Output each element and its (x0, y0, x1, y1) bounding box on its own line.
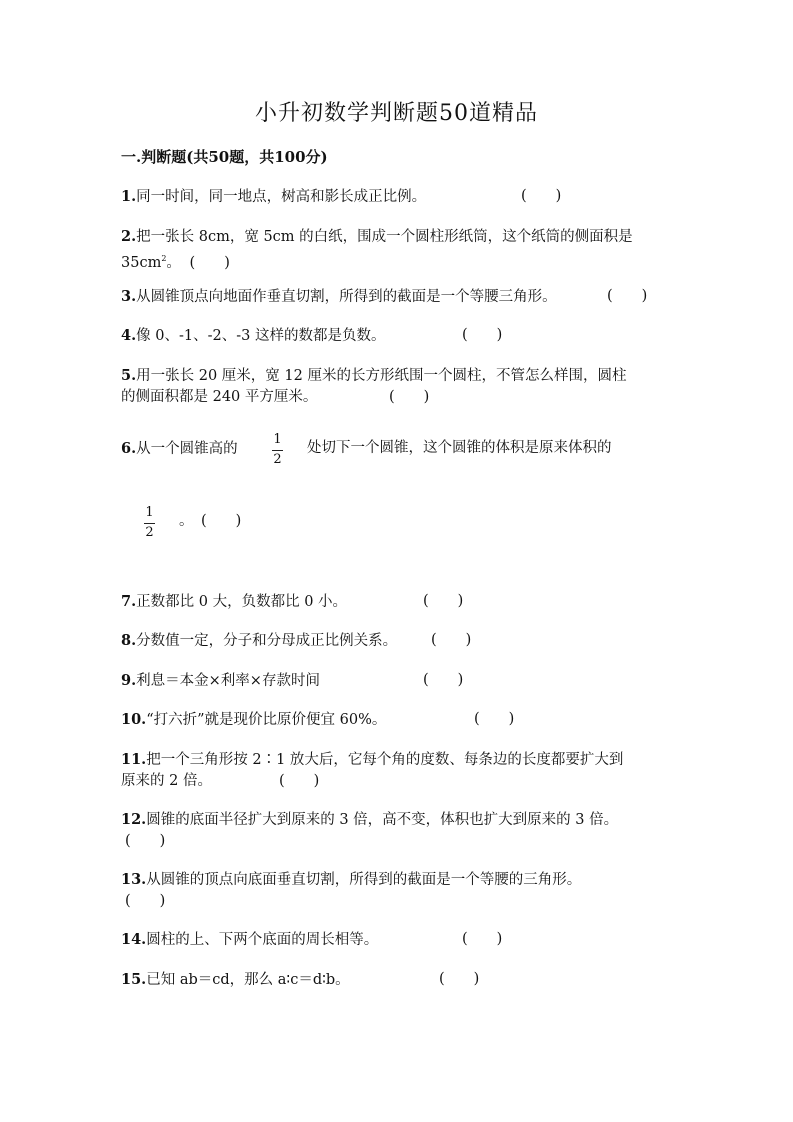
question-1 (121, 186, 681, 208)
question-text-line1: 把一张长 8cm，宽 5cm 的白纸，围成一个圆柱形纸筒，这个纸筒的侧面积是 (136, 229, 633, 245)
question-text-line2: 原来的 2 倍。 (121, 773, 212, 789)
answer-blank[interactable]: ( ) (423, 593, 464, 609)
answer-blank[interactable]: ( ) (389, 389, 430, 405)
question-9 (121, 670, 681, 692)
answer-blank[interactable]: ( ) (474, 711, 515, 727)
question-text: 像 0、-1、-2、-3 这样的数都是负数。 (136, 328, 386, 344)
question-7 (121, 591, 681, 613)
question-text: 同一时间，同一地点，树高和影长成正比例。 (136, 189, 427, 205)
question-number: 8. (121, 632, 137, 649)
question-3 (121, 286, 681, 308)
question-text-line2: 35cm (121, 254, 162, 271)
question-14 (121, 929, 681, 951)
question-12 (121, 809, 681, 852)
question-6 (121, 432, 681, 558)
answer-blank[interactable]: ( ) (462, 931, 503, 947)
superscript: 2 (161, 254, 167, 263)
fraction (272, 433, 283, 467)
question-number: 15. (121, 971, 147, 988)
question-number: 6. (121, 440, 137, 457)
section-title: 一.判断题(共50题，共100分) (121, 148, 328, 166)
answer-blank[interactable]: ( ) (439, 971, 480, 987)
answer-blank[interactable]: ( ) (431, 632, 472, 648)
question-number: 5. (121, 367, 137, 384)
fraction-bar (144, 523, 155, 524)
fraction-bar (272, 450, 283, 451)
question-13 (121, 869, 681, 912)
question-text-end: 。 (166, 254, 181, 271)
answer-blank[interactable]: ( ) (521, 188, 562, 204)
answer-blank[interactable]: ( ) (462, 327, 503, 343)
page-title: 小升初数学判断题50道精品 (255, 101, 538, 126)
question-number: 13. (121, 871, 147, 888)
question-number: 2. (121, 228, 137, 245)
question-number: 4. (121, 327, 137, 344)
question-number: 11. (121, 751, 147, 768)
answer-blank[interactable]: ( ) (423, 672, 464, 688)
question-text: 利息＝本金×利率×存款时间 (136, 673, 320, 689)
answer-blank[interactable]: ( ) (279, 773, 320, 789)
question-text-part2: 处切下一个圆锥，这个圆锥的体积是原来体积的 (307, 440, 612, 456)
answer-blank[interactable]: ( ) (125, 833, 166, 849)
question-text: “打六折”就是现价比原价便宜 60%。 (146, 712, 387, 728)
question-number: 3. (121, 288, 137, 305)
question-number: 14. (121, 931, 147, 948)
question-number: 12. (121, 811, 147, 828)
question-text: 正数都比 0 大，负数都比 0 小。 (136, 594, 348, 610)
answer-blank[interactable]: ( ) (189, 254, 230, 271)
fraction-denominator: 2 (145, 525, 154, 540)
question-text-line2: 的侧面积都是 240 平方厘米。 (121, 389, 318, 405)
fraction-numerator: 1 (273, 432, 282, 447)
question-text: 已知 ab＝cd，那么 a∶c＝d∶b。 (146, 972, 350, 988)
question-text: 圆柱的上、下两个底面的周长相等。 (146, 932, 379, 948)
question-text-line1: 从圆锥的顶点向底面垂直切割，所得到的截面是一个等腰的三角形。 (146, 872, 582, 888)
question-10 (121, 709, 681, 731)
question-text-end: 。 (179, 513, 194, 529)
fraction-numerator: 1 (145, 505, 154, 520)
question-8 (121, 630, 681, 652)
question-text: 分数值一定，分子和分母成正比例关系。 (136, 633, 398, 649)
question-text-line1: 圆锥的底面半径扩大到原来的 3 倍，高不变，体积也扩大到原来的 3 倍。 (146, 812, 619, 828)
question-2 (121, 226, 681, 274)
answer-blank[interactable]: ( ) (607, 288, 648, 304)
fraction-denominator: 2 (273, 452, 282, 467)
question-number: 1. (121, 188, 137, 205)
question-number: 9. (121, 672, 137, 689)
question-15 (121, 969, 681, 991)
question-number: 10. (121, 711, 147, 728)
question-text-line1: 用一张长 20 厘米，宽 12 厘米的长方形纸围一个圆柱，不管怎么样围，圆柱 (136, 368, 627, 384)
answer-blank[interactable]: ( ) (125, 893, 166, 909)
question-number: 7. (121, 593, 137, 610)
question-5 (121, 365, 681, 408)
question-text: 从圆锥顶点向地面作垂直切割，所得到的截面是一个等腰三角形。 (136, 289, 557, 305)
question-11 (121, 749, 681, 792)
question-4 (121, 325, 681, 347)
answer-blank[interactable]: ( ) (201, 513, 242, 529)
question-text-line1: 把一个三角形按 2∶1 放大后，它每个角的度数、每条边的长度都要扩大到 (146, 752, 624, 768)
fraction (144, 506, 155, 540)
question-text-part1: 从一个圆锥高的 (136, 441, 238, 457)
